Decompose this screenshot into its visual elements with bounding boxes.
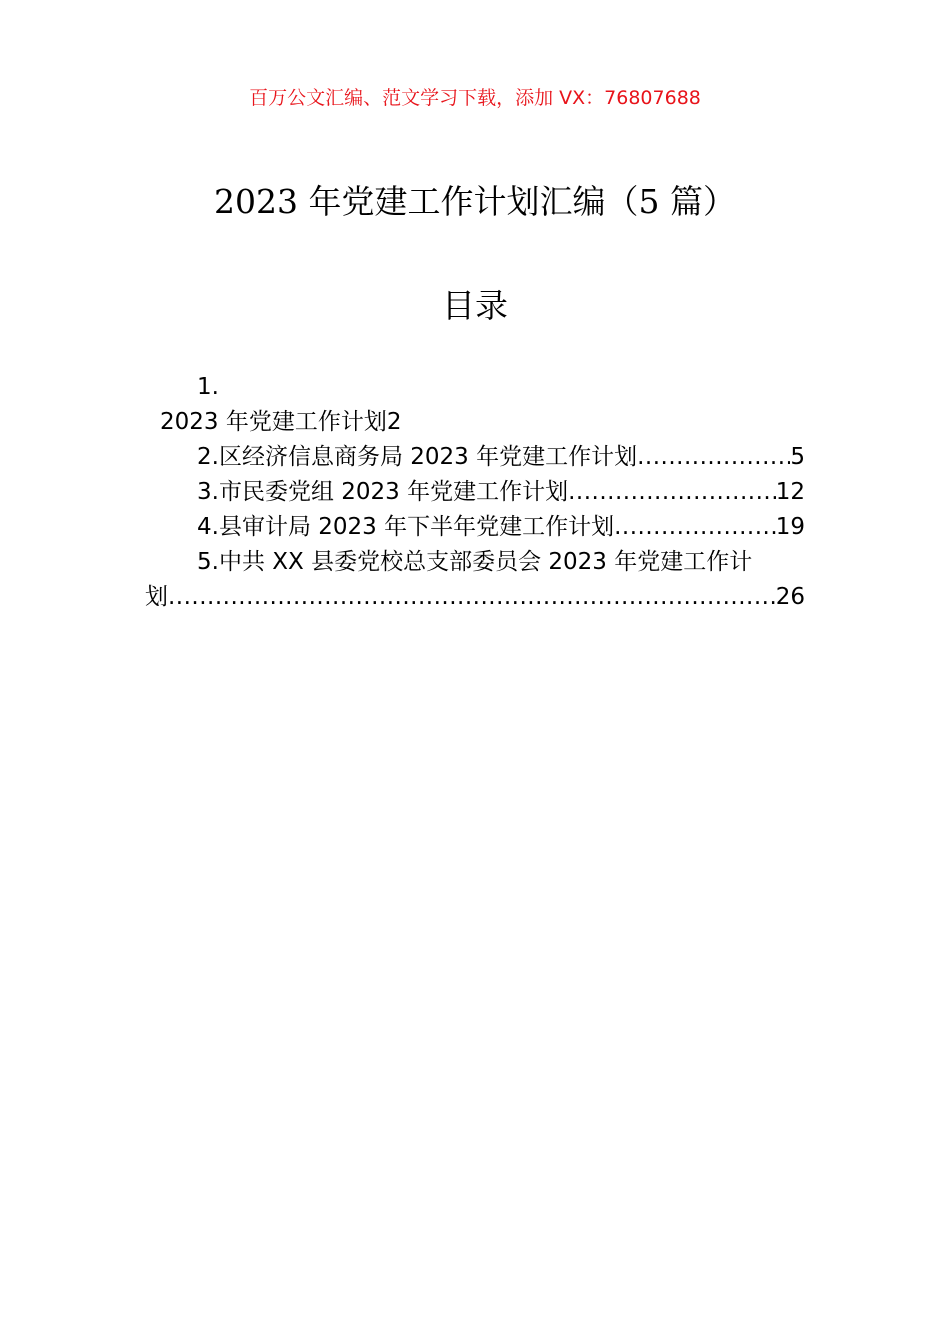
toc-entry-4-leader [614, 510, 776, 545]
toc-entry-3-title: 市民委党组 2023 年党建工作计划 [218, 479, 569, 505]
toc-entry-3-leader [568, 475, 776, 510]
toc-entry-3-number: 3. [197, 479, 219, 505]
toc-entry-5-title-line-2: 划 [145, 584, 168, 610]
toc-entry-5-line-2[interactable] [145, 580, 805, 615]
toc-entry-1-page: 2 [386, 409, 402, 435]
toc-entry-5-number: 5. [197, 549, 219, 575]
toc-entry-2-title: 区经济信息商务局 2023 年党建工作计划 [218, 444, 638, 470]
header-note: 百万公文汇编、范文学习下载，添加 VX：76807688 [249, 87, 701, 109]
toc-entry-4-page: 19 [775, 514, 805, 540]
document-title: 2023 年党建工作计划汇编（5 篇） [214, 182, 736, 221]
toc-entry-2-leader [637, 440, 790, 475]
toc-entry-2[interactable] [145, 440, 805, 475]
toc-heading: 目录 [442, 286, 508, 325]
toc-entry-5-leader [168, 580, 776, 615]
table-of-contents [145, 370, 805, 615]
toc-entry-4-number: 4. [197, 514, 219, 540]
toc-entry-4[interactable] [145, 510, 805, 545]
toc-entry-1-title: 2023 年党建工作计划 [160, 409, 387, 435]
toc-entry-2-number: 2. [197, 444, 219, 470]
toc-entry-5-title-line-1: 中共 XX 县委党校总支部委员会 2023 年党建工作计 [218, 549, 753, 575]
toc-entry-5-line-1[interactable] [145, 545, 805, 580]
toc-entry-4-title: 县审计局 2023 年下半年党建工作计划 [218, 514, 615, 540]
toc-entry-1-number: 1. [197, 374, 219, 400]
toc-entry-1-number-line [145, 370, 805, 405]
toc-entry-1[interactable] [145, 405, 805, 440]
toc-entry-3-page: 12 [775, 479, 805, 505]
toc-entry-5-page: 26 [775, 584, 805, 610]
toc-entry-3[interactable] [145, 475, 805, 510]
toc-entry-2-page: 5 [790, 444, 805, 470]
